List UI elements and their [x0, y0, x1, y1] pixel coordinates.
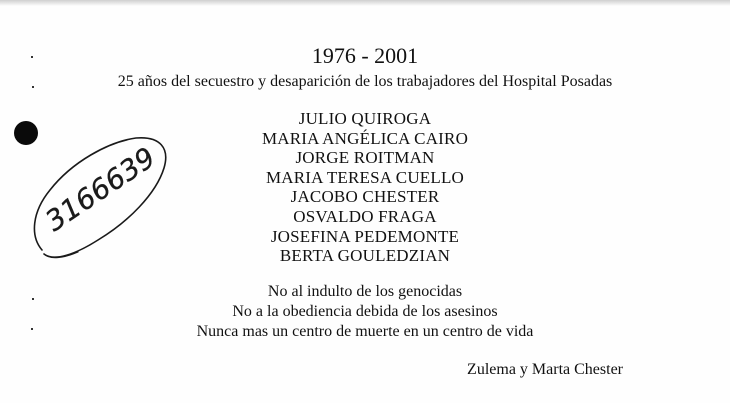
- list-item: JOSEFINA PEDEMONTE: [270, 226, 460, 246]
- list-item: JACOBO CHESTER: [290, 187, 440, 207]
- list-item: OSVALDO FRAGA: [293, 206, 437, 226]
- names-list: [0, 109, 730, 266]
- list-item: JULIO QUIROGA: [298, 109, 432, 128]
- scan-edge-shadow: [0, 0, 730, 6]
- signature: Zulema y Marta Chester: [467, 361, 623, 378]
- list-item: MARIA TERESA CUELLO: [265, 167, 465, 187]
- list-item: BERTA GOULEDZIAN: [279, 246, 451, 266]
- list-item: MARIA ANGÉLICA CAIRO: [261, 128, 469, 148]
- slogan-line: No a la obediencia debida de los asesinos: [232, 303, 498, 320]
- handwritten-number: 3166639: [39, 140, 162, 238]
- subtitle: 25 años del secuestro y desaparición de los trabajadores del Hospital Posadas: [117, 73, 613, 90]
- slogan-line: Nunca mas un centro de muerte en un centro de vida: [196, 323, 534, 340]
- years-heading: 1976 - 2001: [311, 43, 419, 68]
- list-item: JORGE ROITMAN: [295, 148, 435, 168]
- slogans-list: [0, 282, 730, 342]
- slogan-line: No al indulto de los genocidas: [267, 283, 463, 300]
